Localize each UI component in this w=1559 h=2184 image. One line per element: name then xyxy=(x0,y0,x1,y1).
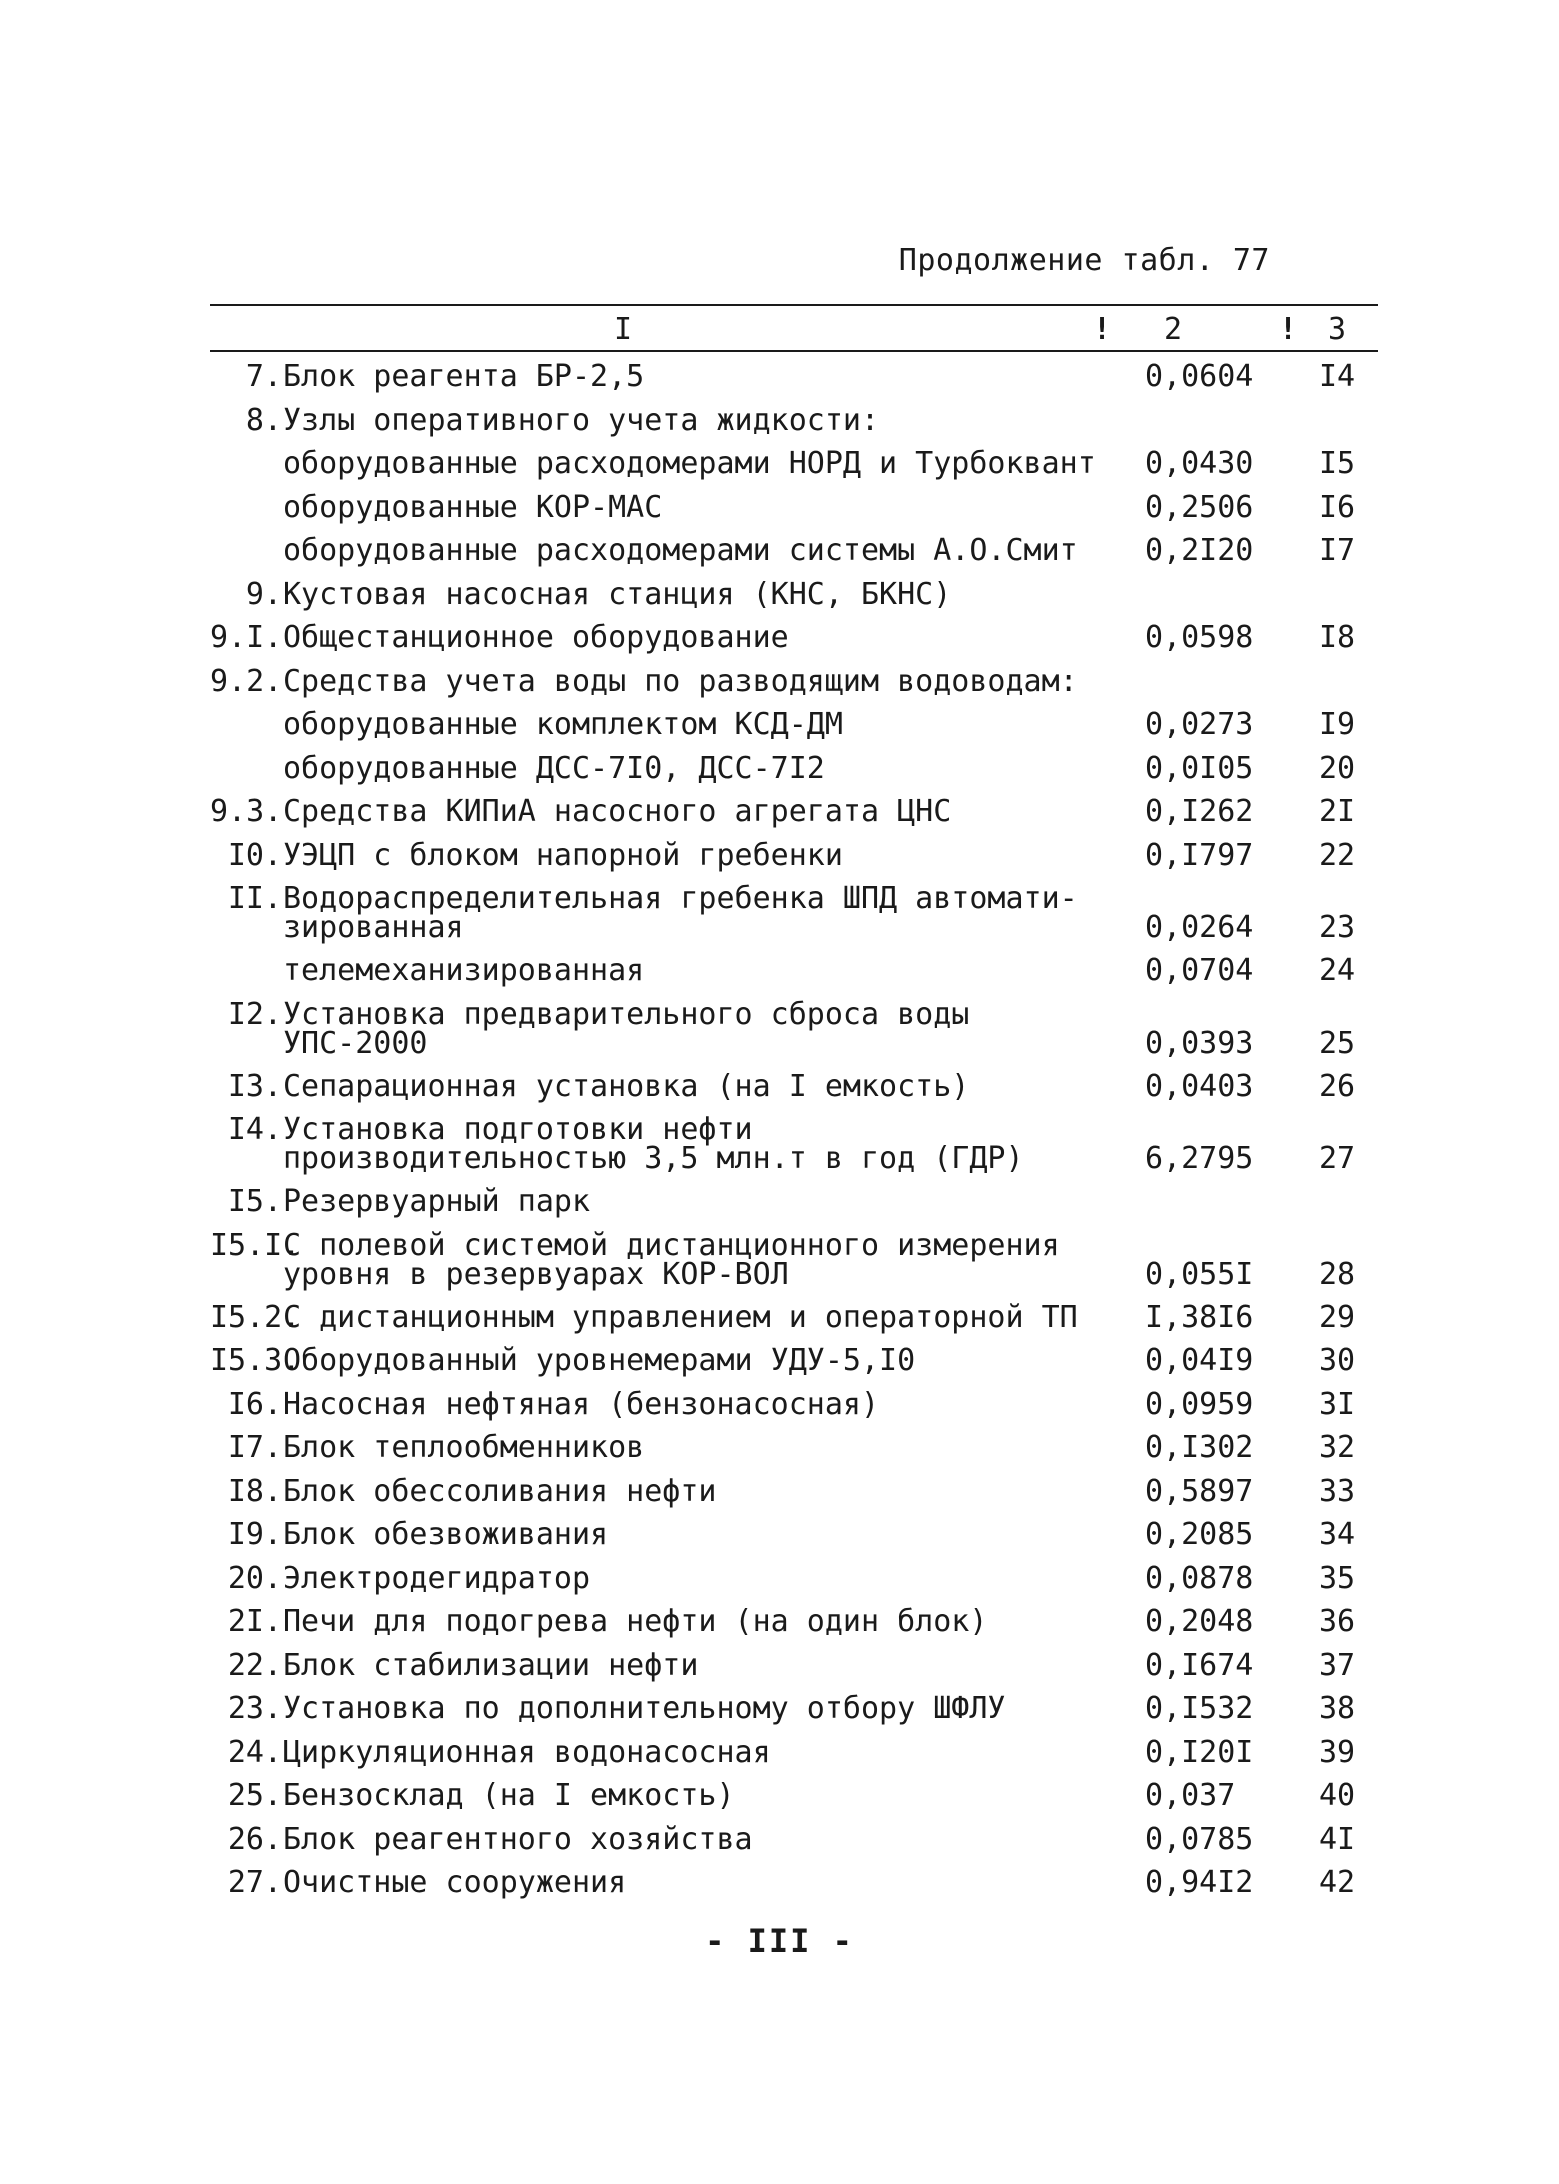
table-row xyxy=(0,1339,1559,1383)
row-value: 0,2I20 xyxy=(1145,533,1254,568)
row-number: I2. xyxy=(227,996,282,1032)
table-row xyxy=(0,573,1559,617)
row-description: Электродегидратор xyxy=(283,1560,591,1596)
table-row xyxy=(0,1687,1559,1731)
row-value: 0,I262 xyxy=(1145,794,1254,829)
row-number: I5.3. xyxy=(210,1343,301,1378)
row-description: Очистные сооружения xyxy=(283,1865,627,1900)
row-value: 0,I674 xyxy=(1145,1647,1254,1683)
row-description: С дистанционным управлением и операторной ТП xyxy=(283,1299,1078,1335)
row-value: 0,I532 xyxy=(1145,1691,1254,1726)
row-description: Блок обезвоживания xyxy=(283,1517,609,1552)
row-description: Установка предварительного сброса воды УПС-2000 xyxy=(283,996,970,1061)
row-description: оборудованные комплектом КСД-ДМ xyxy=(283,707,843,742)
row-description: Общестанционное оборудование xyxy=(283,620,789,655)
row-code: I4 xyxy=(1318,359,1356,394)
row-description: Кустовая насосная станция (КНС, БКНС) xyxy=(283,576,952,612)
row-code: 38 xyxy=(1318,1691,1356,1726)
row-number: I5.2. xyxy=(210,1299,301,1335)
row-description: оборудованные ДСС-7I0, ДСС-7I2 xyxy=(283,750,825,786)
column-separator-1: ! xyxy=(1093,312,1112,347)
row-number: I3. xyxy=(227,1068,282,1104)
row-description: Средства учета воды по разводящим водоводам: xyxy=(283,663,1078,699)
row-code: I6 xyxy=(1318,489,1356,525)
row-number: I0. xyxy=(227,837,282,873)
row-code: 3I xyxy=(1318,1386,1356,1422)
row-value: 0,0704 xyxy=(1145,953,1254,988)
row-number: 27. xyxy=(227,1865,282,1900)
row-code: 42 xyxy=(1318,1865,1356,1900)
row-code: 24 xyxy=(1318,953,1356,988)
row-value: 0,0598 xyxy=(1145,620,1254,655)
row-value: 0,2085 xyxy=(1145,1517,1254,1552)
row-code: 32 xyxy=(1318,1430,1356,1465)
row-value: 0,2506 xyxy=(1145,489,1254,525)
row-value: 0,0959 xyxy=(1145,1386,1254,1422)
row-description: Оборудованный уровнемерами УДУ-5,I0 xyxy=(283,1343,916,1378)
row-code: 37 xyxy=(1318,1647,1356,1683)
row-code: 4I xyxy=(1318,1821,1356,1857)
row-code: 23 xyxy=(1318,910,1356,945)
row-description: Установка подготовки нефти производительностью 3,5 млн.т в год (ГДР) xyxy=(283,1112,1024,1176)
row-code: 30 xyxy=(1318,1343,1356,1378)
table-row xyxy=(0,1470,1559,1514)
table-header-rule xyxy=(210,350,1378,352)
table-row xyxy=(0,1224,1559,1296)
row-number: 7. xyxy=(245,359,282,394)
table-row xyxy=(0,399,1559,443)
row-value: 0,I302 xyxy=(1145,1430,1254,1465)
row-value: 0,0403 xyxy=(1145,1068,1254,1104)
row-description: Сепарационная установка (на I емкость) xyxy=(283,1068,970,1104)
row-description: Средства КИПиА насосного агрегата ЦНС xyxy=(283,794,952,829)
table-row xyxy=(0,660,1559,704)
row-value: 0,0430 xyxy=(1145,446,1254,481)
row-number: 9.3. xyxy=(210,794,283,829)
row-number: I9. xyxy=(227,1517,282,1552)
row-value: 0,0785 xyxy=(1145,1821,1254,1857)
row-number: 23. xyxy=(227,1691,282,1726)
table-row xyxy=(0,1644,1559,1688)
column-separator-2: ! xyxy=(1279,312,1298,347)
row-description: оборудованные расходомерами НОРД и Турбоквант xyxy=(283,446,1096,481)
row-number: I8. xyxy=(227,1473,282,1509)
row-code: 2I xyxy=(1318,794,1356,829)
table-row xyxy=(0,790,1559,834)
row-value: 0,0604 xyxy=(1145,359,1254,394)
column-header-1: I xyxy=(614,312,633,347)
row-number: 9.2. xyxy=(210,663,283,699)
row-code: 25 xyxy=(1318,1025,1356,1061)
table-row xyxy=(0,703,1559,747)
row-value: 0,037 xyxy=(1145,1778,1236,1813)
row-number: 25. xyxy=(227,1778,282,1813)
row-description: Установка по дополнительному отбору ШФЛУ xyxy=(283,1691,1006,1726)
row-code: 36 xyxy=(1318,1604,1356,1639)
row-number: II. xyxy=(227,881,282,916)
column-header-2: 2 xyxy=(1164,312,1183,347)
row-description: Блок стабилизации нефти xyxy=(283,1647,699,1683)
row-description: Блок реагента БР-2,5 xyxy=(283,359,645,394)
row-code: 29 xyxy=(1318,1299,1356,1335)
row-number: 20. xyxy=(227,1560,282,1596)
row-description: С полевой системой дистанционного измерения уровня в резервуарах КОР-ВОЛ xyxy=(283,1227,1060,1292)
row-value: 0,0393 xyxy=(1145,1025,1254,1061)
table-body xyxy=(0,355,1559,1905)
row-code: I7 xyxy=(1318,533,1356,568)
row-description: Насосная нефтяная (бензонасосная) xyxy=(283,1386,880,1422)
row-code: 28 xyxy=(1318,1256,1356,1292)
page-number: - III - xyxy=(705,1922,854,1960)
row-code: 34 xyxy=(1318,1517,1356,1552)
table-row xyxy=(0,1600,1559,1644)
row-value: 0,04I9 xyxy=(1145,1343,1254,1378)
table-row xyxy=(0,1296,1559,1340)
table-row xyxy=(0,442,1559,486)
row-code: 27 xyxy=(1318,1141,1356,1176)
row-description: Узлы оперативного учета жидкости: xyxy=(283,402,880,438)
table-row xyxy=(0,1774,1559,1818)
row-description: Блок реагентного хозяйства xyxy=(283,1821,753,1857)
row-description: Резервуарный парк xyxy=(283,1184,591,1219)
row-code: 39 xyxy=(1318,1734,1356,1770)
table-row xyxy=(0,529,1559,573)
row-value: 0,94I2 xyxy=(1145,1865,1254,1900)
table-row xyxy=(0,1731,1559,1775)
row-value: I,38I6 xyxy=(1145,1299,1254,1335)
row-description: Бензосклад (на I емкость) xyxy=(283,1778,735,1813)
row-description: УЭЦП с блоком напорной гребенки xyxy=(283,837,843,873)
row-value: 0,0264 xyxy=(1145,910,1254,945)
table-row xyxy=(0,1065,1559,1109)
table-row xyxy=(0,1513,1559,1557)
row-value: 0,2048 xyxy=(1145,1604,1254,1639)
row-number: I4. xyxy=(227,1112,282,1147)
row-value: 6,2795 xyxy=(1145,1141,1254,1176)
row-number: 26. xyxy=(227,1821,282,1857)
row-number: 2I. xyxy=(227,1604,282,1639)
row-description: Водораспределительная гребенка ШПД автомати-зированная xyxy=(283,881,1078,945)
row-value: 0,I20I xyxy=(1145,1734,1254,1770)
row-number: 9.I. xyxy=(210,620,283,655)
row-number: I7. xyxy=(227,1430,282,1465)
column-header-3: 3 xyxy=(1328,312,1347,347)
row-description: Печи для подогрева нефти (на один блок) xyxy=(283,1604,988,1639)
row-number: 8. xyxy=(245,402,282,438)
row-number: I6. xyxy=(227,1386,282,1422)
table-row xyxy=(0,355,1559,399)
row-value: 0,0I05 xyxy=(1145,750,1254,786)
table-row xyxy=(0,1180,1559,1224)
table-row xyxy=(0,1426,1559,1470)
row-value: 0,I797 xyxy=(1145,837,1254,873)
row-code: 33 xyxy=(1318,1473,1356,1509)
table-row xyxy=(0,993,1559,1065)
row-number: 22. xyxy=(227,1647,282,1683)
table-row xyxy=(0,1108,1559,1180)
row-code: 26 xyxy=(1318,1068,1356,1104)
row-description: Блок обессоливания нефти xyxy=(283,1473,717,1509)
row-description: оборудованные расходомерами системы А.О.Смит xyxy=(283,533,1078,568)
table-top-rule xyxy=(210,304,1378,306)
row-code: I8 xyxy=(1318,620,1356,655)
row-number: 24. xyxy=(227,1734,282,1770)
row-code: 35 xyxy=(1318,1560,1356,1596)
row-description: Циркуляционная водонасосная xyxy=(283,1734,771,1770)
table-row xyxy=(0,1383,1559,1427)
table-row xyxy=(0,1557,1559,1601)
row-description: телемеханизированная xyxy=(283,953,645,988)
table-row xyxy=(0,834,1559,878)
row-code: 20 xyxy=(1318,750,1356,786)
table-row xyxy=(0,949,1559,993)
table-row xyxy=(0,747,1559,791)
row-code: 40 xyxy=(1318,1778,1356,1813)
table-row xyxy=(0,1818,1559,1862)
table-row xyxy=(0,877,1559,949)
row-value: 0,0273 xyxy=(1145,707,1254,742)
row-value: 0,0878 xyxy=(1145,1560,1254,1596)
row-code: I5 xyxy=(1318,446,1356,481)
table-caption: Продолжение табл. 77 xyxy=(898,243,1270,278)
table-row xyxy=(0,1861,1559,1905)
row-description: Блок теплообменников xyxy=(283,1430,645,1465)
row-number: I5. xyxy=(227,1184,282,1219)
row-code: I9 xyxy=(1318,707,1356,742)
row-number: I5.I. xyxy=(210,1227,301,1263)
row-description: оборудованные КОР-МАС xyxy=(283,489,663,525)
row-value: 0,055I xyxy=(1145,1256,1254,1292)
table-row xyxy=(0,616,1559,660)
row-code: 22 xyxy=(1318,837,1356,873)
row-number: 9. xyxy=(245,576,282,612)
row-value: 0,5897 xyxy=(1145,1473,1254,1509)
table-row xyxy=(0,486,1559,530)
